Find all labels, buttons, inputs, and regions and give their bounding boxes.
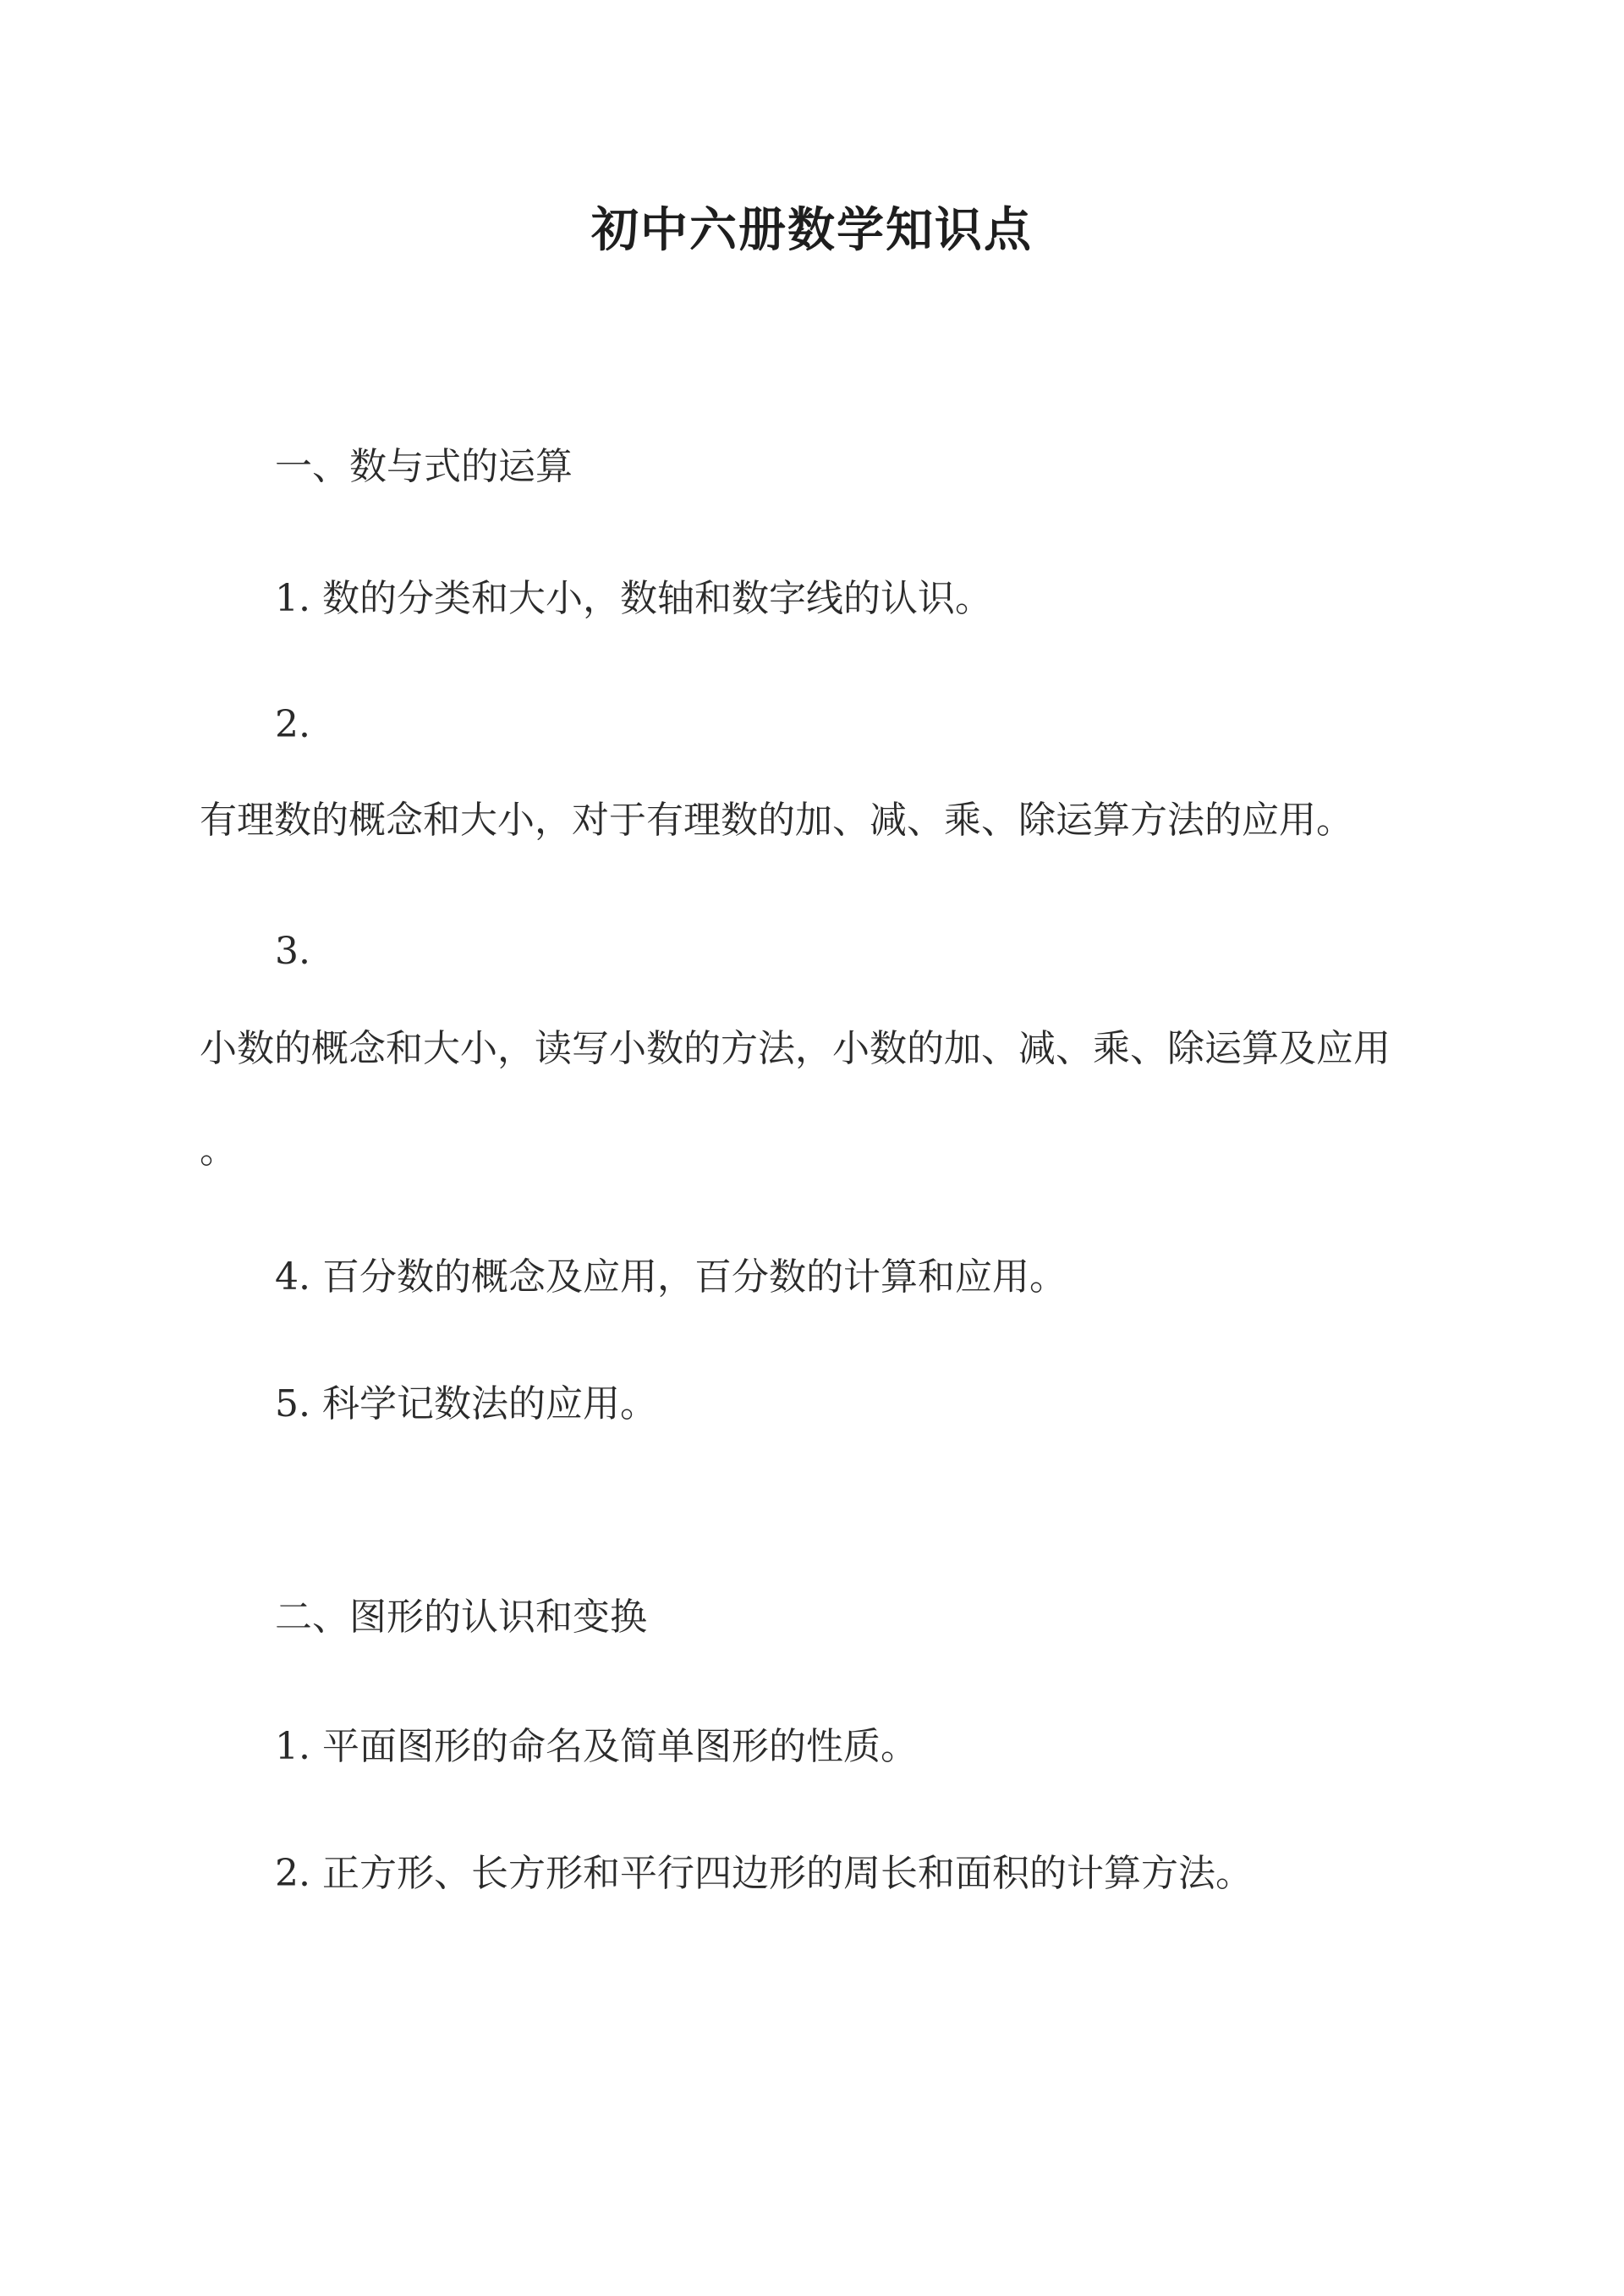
list-item-1-3-text: 小数的概念和大小，读写小数的方法，小数的加、减、乘、除运算及应用 [200, 1027, 1391, 1070]
list-item-1-5: 5. 科学记数法的应用。 [275, 1382, 657, 1425]
list-item-1-1: 1. 数的分类和大小，数轴和数字线的认识。 [275, 577, 992, 620]
list-item-1-2-number: 2. [275, 703, 310, 746]
list-item-2-1: 1. 平面图形的命名及简单图形的性质。 [275, 1725, 918, 1768]
list-item-1-4: 4. 百分数的概念及应用，百分数的计算和应用。 [275, 1255, 1067, 1299]
section-heading-1: 一、数与式的运算 [275, 445, 573, 488]
document-title: 初中六册数学知识点 [591, 202, 1033, 258]
list-item-1-2-text: 有理数的概念和大小，对于有理数的加、减、乘、除运算方法的应用。 [200, 799, 1353, 842]
list-item-1-3-tail: 。 [200, 1129, 237, 1172]
section-heading-2: 二、图形的认识和变换 [275, 1596, 647, 1639]
list-item-1-3-number: 3. [275, 930, 310, 973]
list-item-2-2: 2. 正方形、长方形和平行四边形的周长和面积的计算方法。 [275, 1852, 1253, 1895]
